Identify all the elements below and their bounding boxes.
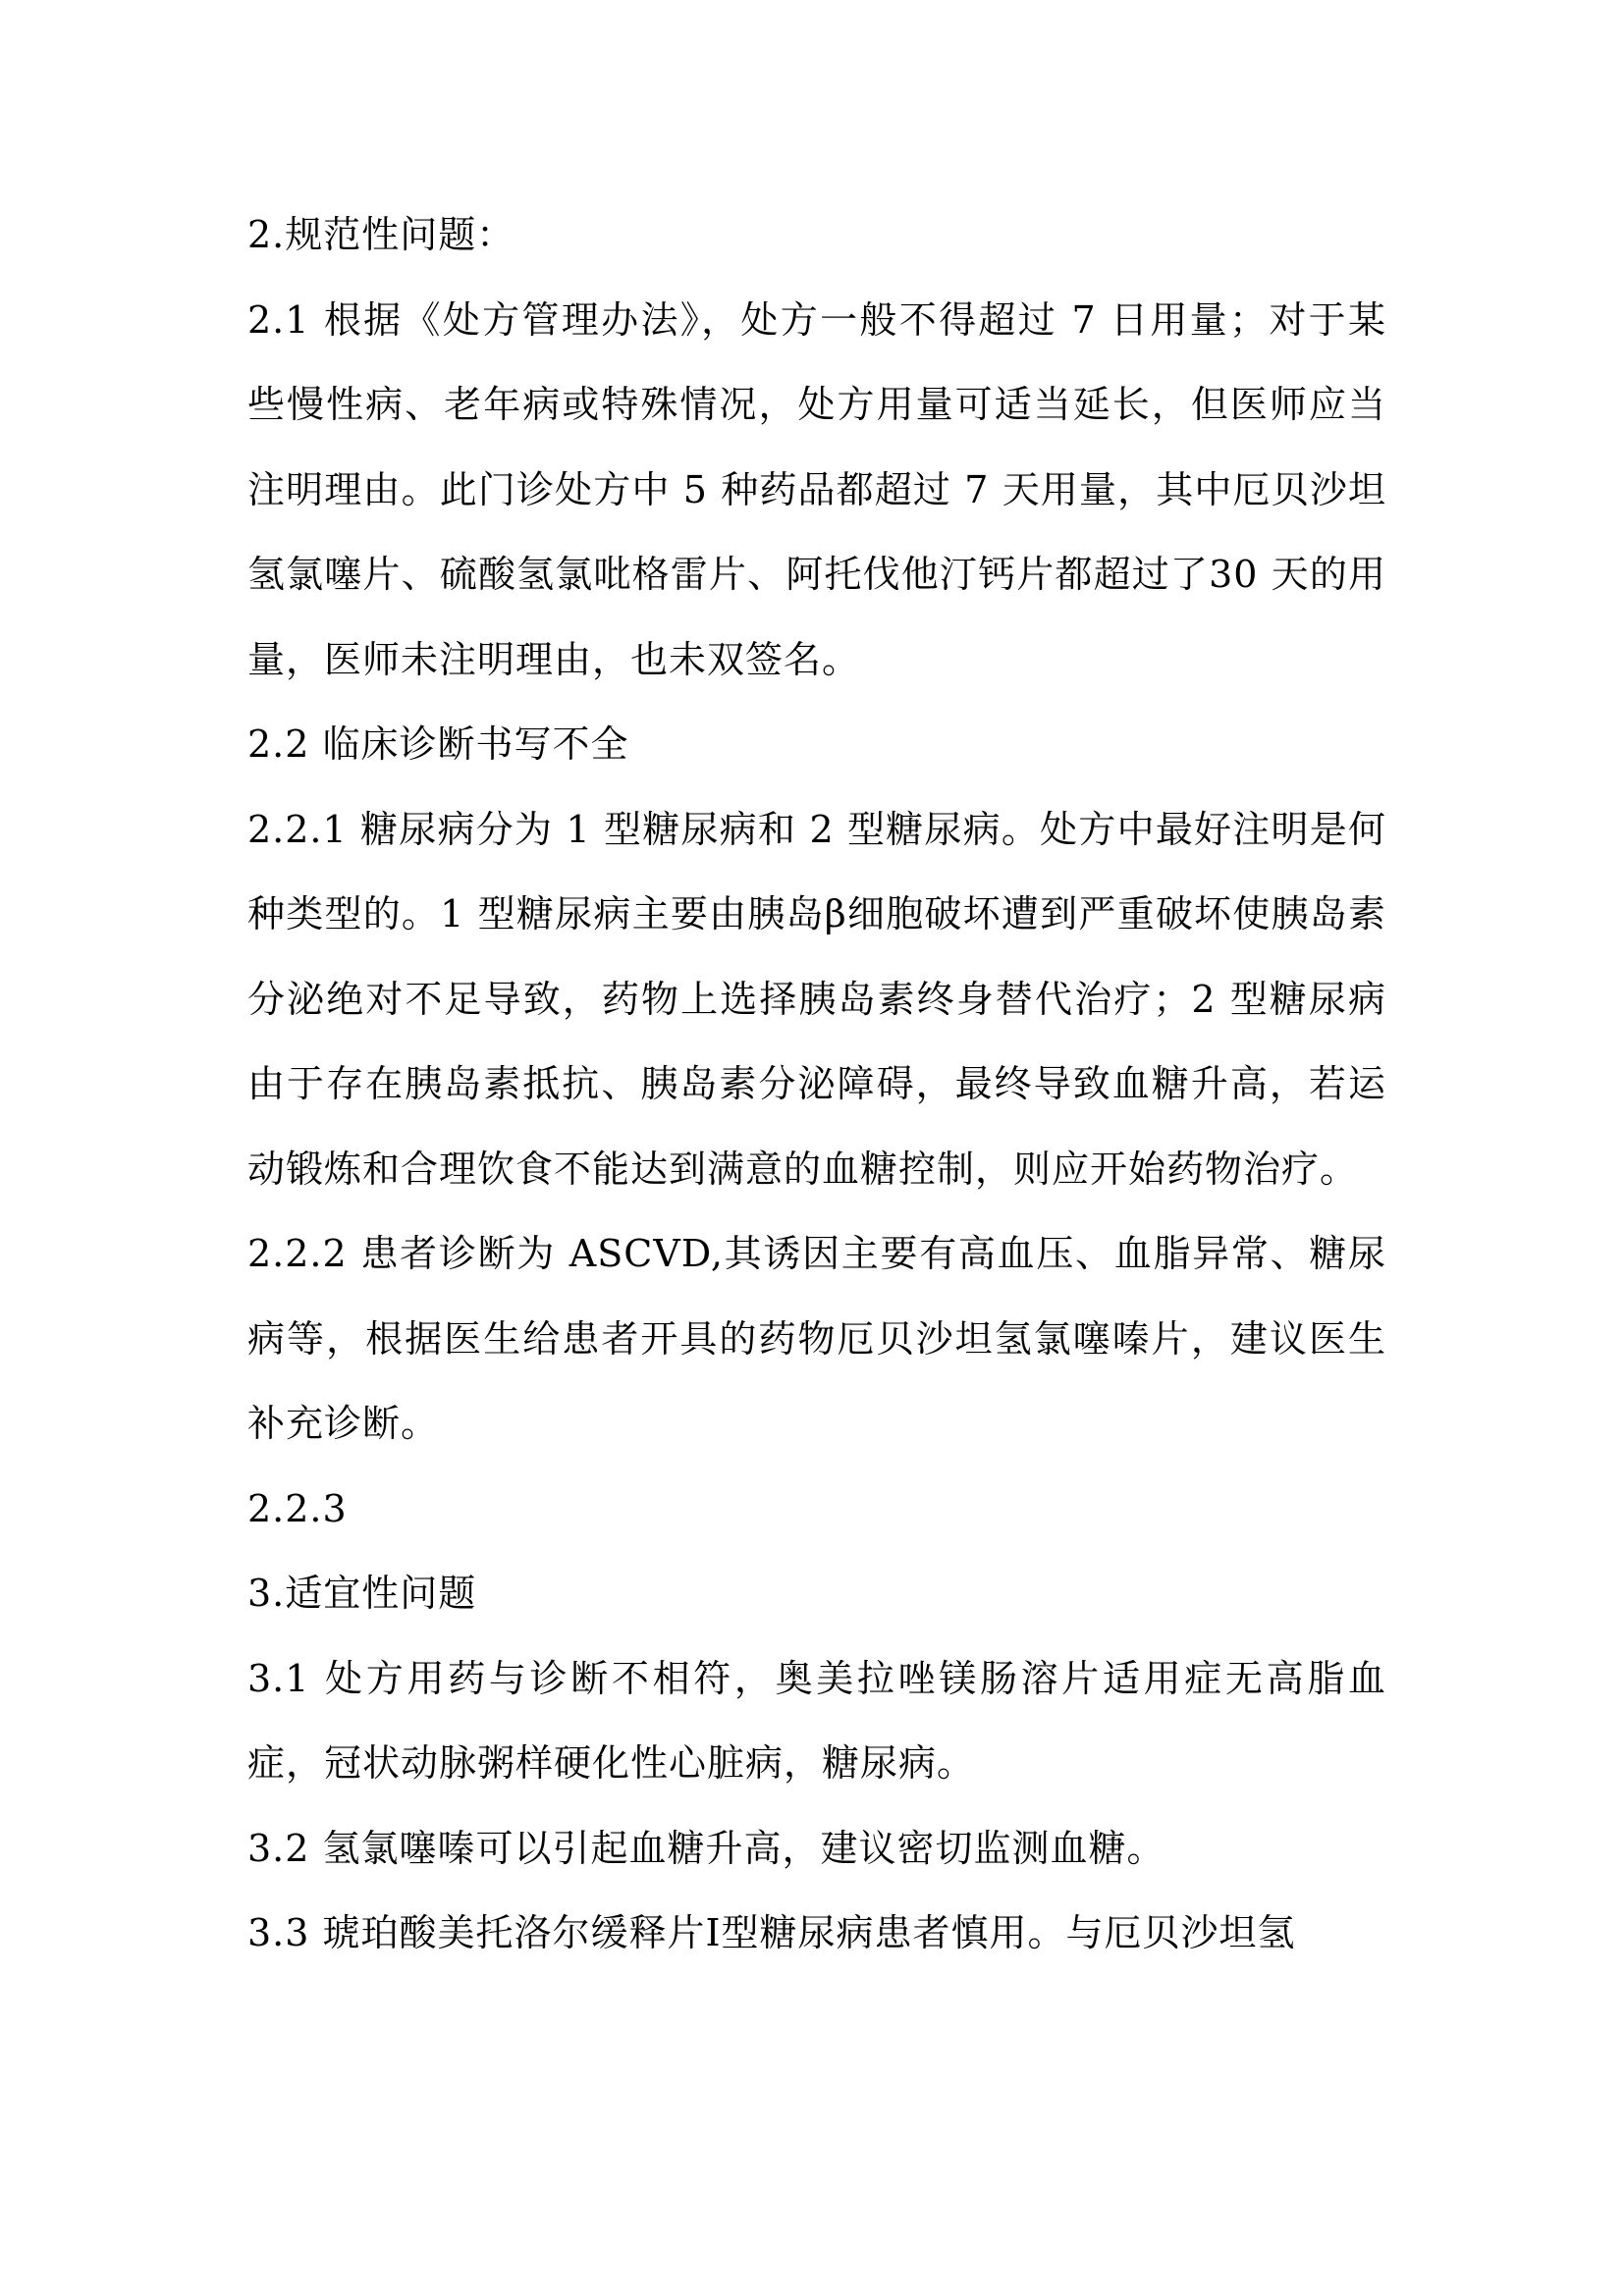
document-body (247, 192, 1386, 1976)
paragraph-2-2-3: 2.2.3 (247, 1486, 348, 1530)
paragraph-2-1-dosage-duration: 2.1 根据《处方管理办法》，处方一般不得超过 7 日用量；对于某些慢性病、老年病或特殊情况，处方用量可适当延长，但医师应当注明理由。此门诊处方中 5 种药品都超过 7 天用量，其中厄贝沙坦氢氯噻片、硫酸氢氯吡格雷片、阿托伐他汀钙片都超过了30 天的用量，医师未注明理由，也未双签名。 (247, 297, 1386, 681)
paragraph-2-2-2-ascvd: 2.2.2 患者诊断为 ASCVD,其诱因主要有高血压、血脂异常、糖尿病等，根据医生给患者开具的药物厄贝沙坦氢氯噻嗪片，建议医生补充诊断。 (247, 1232, 1386, 1445)
paragraph-2-2-1-diabetes-type: 2.2.1 糖尿病分为 1 型糖尿病和 2 型糖尿病。处方中最好注明是何种类型的。1 型糖尿病主要由胰岛β细胞破坏遭到严重破坏使胰岛素分泌绝对不足导致，药物上选择胰岛素终身替代治疗；2 型糖尿病由于存在胰岛素抵抗、胰岛素分泌障碍，最终导致血糖升高，若运动锻炼和合理饮食不能达到满意的血糖控制，则应开始药物治疗。 (247, 807, 1386, 1191)
paragraph-3-2-hydrochlorothiazide: 3.2 氢氯噻嗪可以引起血糖升高，建议密切监测血糖。 (247, 1826, 1165, 1870)
subheading-2-2-incomplete-diagnosis: 2.2 临床诊断书写不全 (247, 722, 629, 766)
paragraph-3-1-indication-mismatch: 3.1 处方用药与诊断不相符，奥美拉唑镁肠溶片适用症无高脂血症，冠状动脉粥样硬化性心脏病，糖尿病。 (247, 1656, 1386, 1785)
section-heading-normative-issues: 2.规范性问题： (247, 213, 515, 256)
paragraph-3-3-metoprolol: 3.3 琥珀酸美托洛尔缓释片Ⅰ型糖尿病患者慎用。与厄贝沙坦氢 (247, 1911, 1296, 1954)
section-heading-appropriateness-issues: 3.适宜性问题 (247, 1572, 477, 1615)
